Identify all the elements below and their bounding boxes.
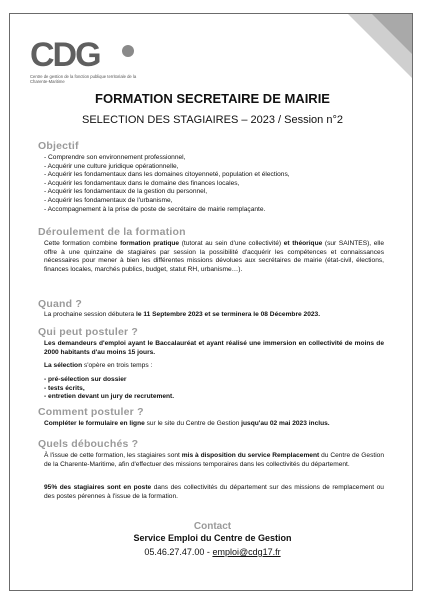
objectif-item: - Comprendre son environnement professionnel, xyxy=(44,154,186,161)
contact-phone: 05.46.27.47.00 - xyxy=(144,547,213,557)
section-heading-objectif: Objectif xyxy=(38,140,79,152)
objectif-item: - Accompagnement à la prise de poste de secrétaire de mairie remplaçante. xyxy=(44,205,266,213)
selection-step: - pré-sélection sur dossier xyxy=(44,376,127,383)
section-heading-debouches: Quels débouchés ? xyxy=(38,438,139,450)
objectif-item: - Acquérir les fondamentaux dans le domaine des finances locales, xyxy=(44,179,240,187)
comment-paragraph: Compléter le formulaire en ligne sur le site du Centre de Gestion jusqu'au 02 mai 2023 inclus. xyxy=(44,420,330,427)
objectif-item: - Acquérir les fondamentaux de l'urbanisme, xyxy=(44,196,173,204)
objectif-item: - Acquérir une culture juridique opérationnelle, xyxy=(44,162,179,170)
page-subtitle: SELECTION DES STAGIAIRES – 2023 / Session n°2 xyxy=(82,114,343,126)
selection-step: - tests écrits, xyxy=(44,384,85,392)
objectif-item: - Acquérir les fondamentaux de la gestion du personnel, xyxy=(44,188,208,196)
section-heading-contact: Contact xyxy=(193,521,232,532)
debouches-paragraph-1: À l'issue de cette formation, les stagiaires sont mis à disposition du service Remplacement du Centre de Gestion de la Charente-Maritime, afin d'effectuer des missions temporaires dans les collectivités du département. xyxy=(44,452,384,468)
section-heading-qui: Qui peut postuler ? xyxy=(38,326,139,338)
cdg-logo xyxy=(30,37,155,87)
logo-wordmark: CDG xyxy=(30,36,100,74)
deroulement-paragraph: Cette formation combine formation pratique (tutorat au sein d'une collectivité) et théorique (sur SAINTES), elle offre à une quinzaine de stagiaires par session la possibilité d'acquérir les compétences et connaissances nécessaires pour mener à bien les différentes missions dévolues aux secrétaires de mairie (état-civil, élections, finances locales, marchés publics, budget, statut RH, urbanisme…). xyxy=(44,240,385,273)
qui-paragraph: Les demandeurs d'emploi ayant le Baccalauréat et ayant réalisé une immersion en collectivité de moins de 2000 habitants d'au moins 15 jours. xyxy=(44,340,384,356)
contact-email-link[interactable]: emploi@cdg17.fr xyxy=(212,547,281,557)
page-title: FORMATION SECRETAIRE DE MAIRIE xyxy=(95,91,330,106)
selection-steps xyxy=(44,376,384,402)
objectif-list xyxy=(44,154,384,214)
contact-details xyxy=(0,547,425,557)
selection-intro: La sélection s'opère en trois temps : xyxy=(44,362,153,369)
logo-subtitle: Centre de gestion de la fonction publique territoriale de la Charente-Maritime xyxy=(30,74,137,84)
section-heading-comment: Comment postuler ? xyxy=(38,406,144,418)
logo-dot-icon xyxy=(122,45,134,57)
selection-step: - entretien devant un jury de recrutement. xyxy=(44,393,175,401)
objectif-item: - Acquérir les fondamentaux dans les domaines citoyenneté, population et élections, xyxy=(44,171,290,179)
section-heading-deroulement: Déroulement de la formation xyxy=(38,226,186,238)
debouches-paragraph-2: 95% des stagiaires sont en poste dans des collectivités du département sur des missions de remplacement ou des postes pérennes à l'issue de la formation. xyxy=(44,484,384,500)
section-heading-quand: Quand ? xyxy=(38,298,82,310)
quand-paragraph: La prochaine session débutera le 11 Septembre 2023 et se terminera le 08 Décembre 2023. xyxy=(44,311,321,318)
contact-service: Service Emploi du Centre de Gestion xyxy=(133,533,292,543)
corner-decoration-inner xyxy=(372,14,412,54)
